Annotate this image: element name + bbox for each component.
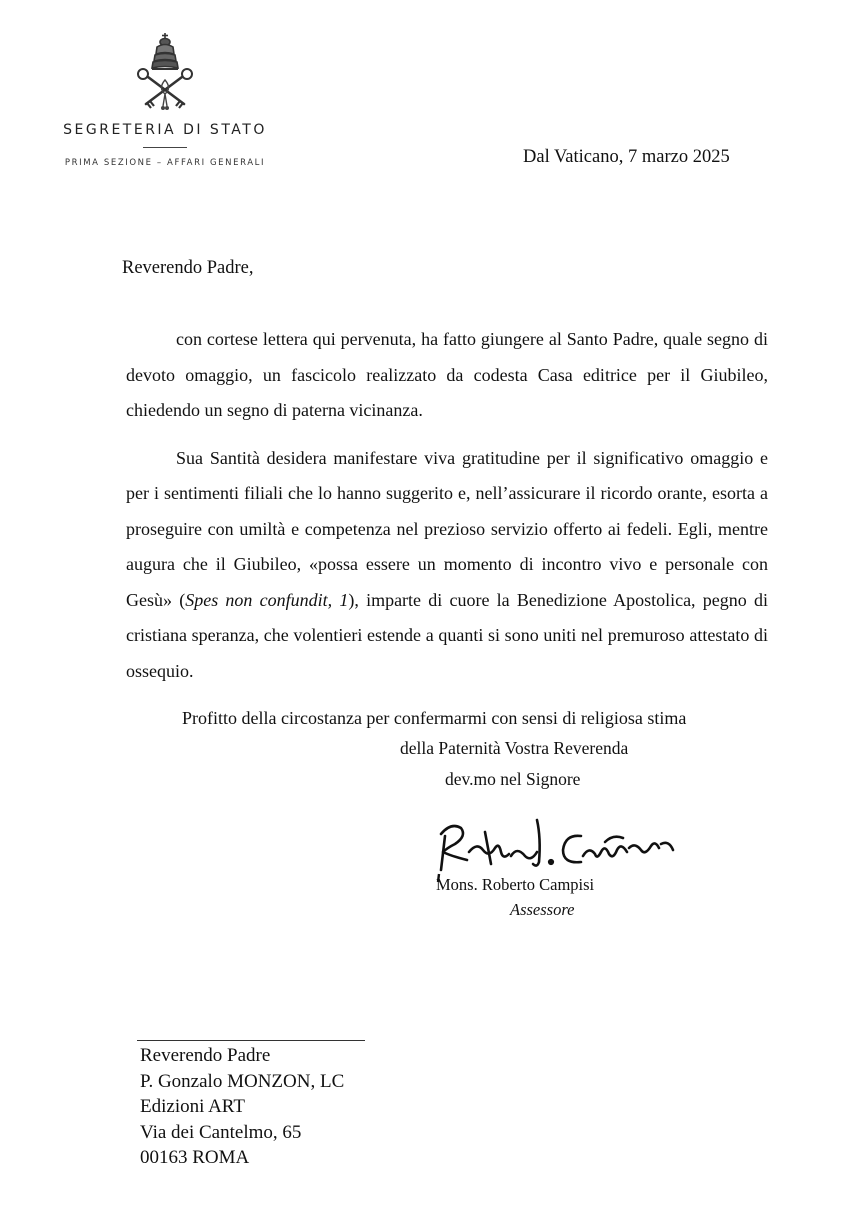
address-line-4: Via dei Cantelmo, 65	[140, 1121, 302, 1143]
address-line-2: P. Gonzalo MONZON, LC	[140, 1070, 345, 1092]
papal-keys-tiara-emblem-icon	[130, 30, 200, 114]
signer-title: Assessore	[510, 900, 575, 919]
paragraph-2-text-before-citation: Sua Santità desidera manifestare viva gratitudine per il significativo omaggio e per i sentimenti filiali che lo hanno suggerito e, nell’assicurare il ricordo orante, esorta a proseguire con umiltà e competenza nel prezioso servizio offerto ai fedeli. Egli, mentre augura che il Giubileo, «possa essere un momento di incontro vivo e personale con Gesù» (	[126, 447, 768, 610]
address-line-5: 00163 ROMA	[140, 1147, 250, 1168]
office-name: SEGRETERIA DI STATO	[63, 122, 267, 138]
complimentary-line-2: dev.mo nel Signore	[445, 769, 581, 789]
recipient-address	[140, 1043, 344, 1171]
closing-paragraph: Profitto della circostanza per confermarmi con sensi di religiosa stima	[182, 708, 687, 728]
letterhead	[40, 30, 290, 168]
date-line: Dal Vaticano, 7 marzo 2025	[523, 147, 730, 167]
signer-block	[436, 872, 594, 922]
complimentary-line-1: della Paternità Vostra Reverenda	[400, 738, 629, 758]
address-line-1: Reverendo Padre	[140, 1045, 271, 1066]
salutation: Reverendo Padre,	[122, 258, 254, 278]
complimentary-close	[400, 733, 628, 795]
signer-name: Mons. Roberto Campisi	[436, 875, 595, 894]
address-divider	[137, 1040, 365, 1041]
paragraph-2-text-after-citation: ), imparte di cuore la Benedizione Apostolica, pegno di cristiana speranza, che volentieri estende a quanti si sono uniti nel premuroso attestato di ossequio.	[126, 589, 768, 681]
address-line-3: Edizioni ART	[140, 1096, 245, 1117]
letterhead-divider	[143, 147, 187, 148]
citation: Spes non confundit, 1	[185, 589, 349, 610]
office-section: PRIMA SEZIONE – AFFARI GENERALI	[64, 158, 266, 168]
letter-body	[126, 322, 768, 749]
body-paragraph-2	[126, 441, 768, 690]
body-paragraph-1: con cortese lettera qui pervenuta, ha fatto giungere al Santo Padre, quale segno di devoto omaggio, un fascicolo realizzato da codesta Casa editrice per il Giubileo, chiedendo un segno di paterna vicinanza.	[126, 329, 768, 420]
